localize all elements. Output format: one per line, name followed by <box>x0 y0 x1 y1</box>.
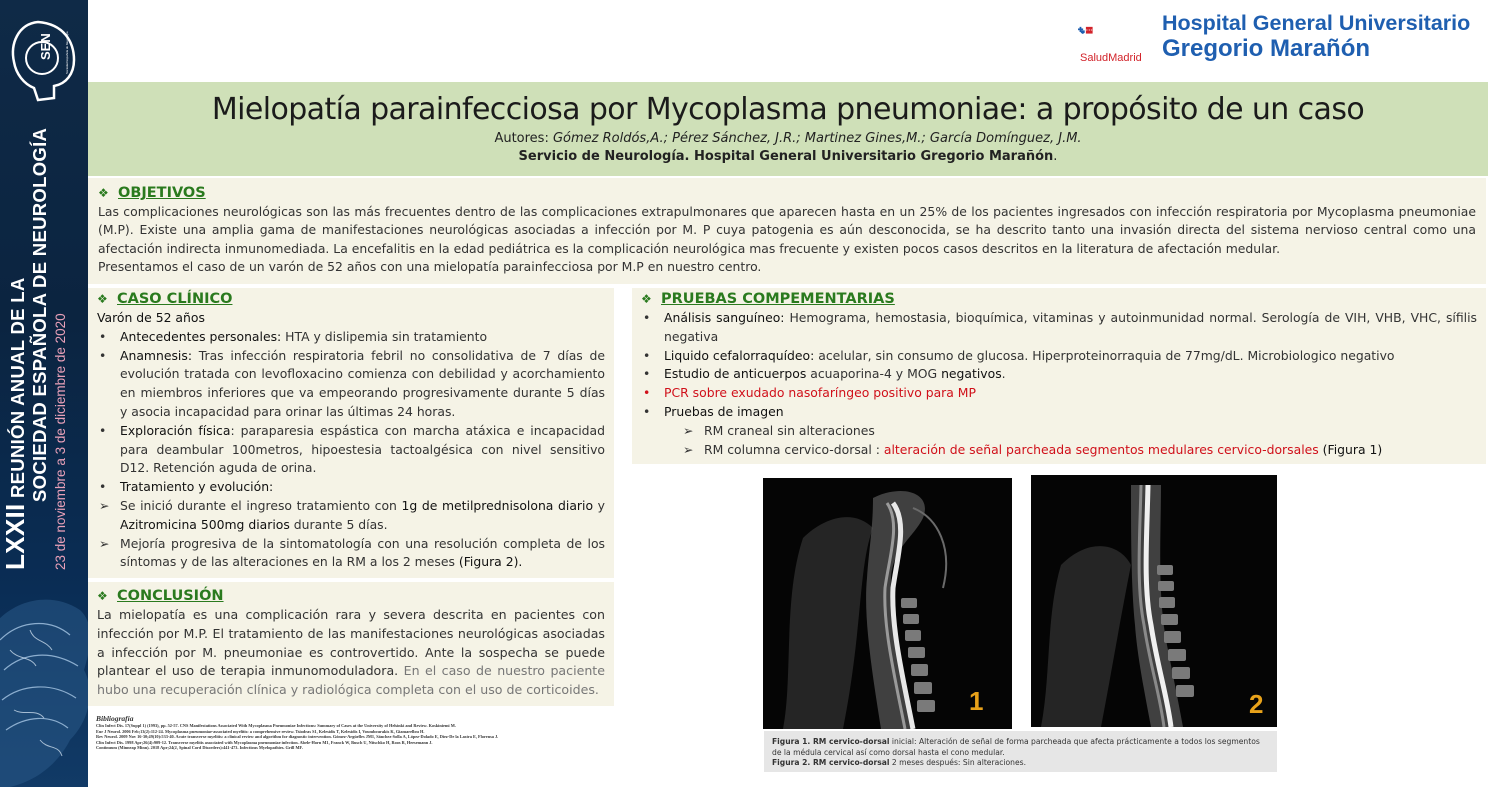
hospital-name <box>1162 10 1470 62</box>
bibliography-ref: Rev Neurol. 2009 Nov 16-30;49(10):533-40. Acute transverse myelitis: a clinical review and algorithm for diagnostic intervention. Gómez-Argüelles JM1, Sánchez-Solla A, López-Dolado E, Díez-De la Lastra E, Florensa J. <box>96 734 499 740</box>
pruebas-heading <box>641 289 1477 309</box>
pruebas-heading-text: PRUEBAS COMPEMENTARIAS <box>661 291 895 307</box>
conclusion-section <box>88 582 614 706</box>
svg-text:✶✶✶: ✶✶✶ <box>1085 28 1093 33</box>
caption-figure-1 <box>772 737 1269 758</box>
t1-text-b: 1g de metilprednisolona diario <box>401 497 594 513</box>
diamond-bullet-icon: ❖ <box>641 292 652 306</box>
caption-2-label: Figura 2. RM cervico-dorsal <box>772 758 890 767</box>
tratamiento-label: Tratamiento y evolución: <box>120 479 274 495</box>
list-item: • PCR sobre exudado nasofaríngeo positivo para MP <box>643 385 976 401</box>
conclusion-text-1: La mielopatía es una complicación rara y severa descrita en pacientes con infección por M.P. El tratamiento de las manifestaciones neurológicas asociadas a infección por M. pneumoniae es controvertido. Ante la sospecha se puede plantear el uso de terapia inmunomoduladora. <box>97 607 605 679</box>
caso-clinico-section <box>88 288 614 578</box>
bibliography-title: Bibliografía <box>96 714 134 723</box>
hospital-name-line1: Hospital General Universitario <box>1162 11 1471 35</box>
service-name: Servicio de Neurología. Hospital General Universitario Gregorio Marañón <box>518 149 1054 164</box>
antecedentes-text: HTA y dislipemia sin tratamiento <box>281 328 488 344</box>
imagen-label: Pruebas de imagen <box>664 403 784 419</box>
figure-1-number: 1 <box>969 686 984 716</box>
antecedentes-label: Antecedentes personales: <box>120 328 282 344</box>
diamond-bullet-icon: ❖ <box>98 186 109 200</box>
congress-title-line1: REUNIÓN ANUAL DE LA <box>7 277 28 499</box>
congress-title-line2: SOCIEDAD ESPAÑOLA DE NEUROLOGÍA <box>29 127 50 502</box>
hospital-logo <box>1078 10 1158 54</box>
analisis-text: Hemograma, hemostasia, bioquímica, vitaminas y autoinmunidad normal. Serología de VIH, VHB, VHC, sífilis negativa <box>664 310 1477 344</box>
mri-image-2 <box>1031 475 1277 727</box>
caption-figure-2 <box>772 758 1269 769</box>
objetivos-paragraph-2: Presentamos el caso de un varón de 52 años con una mielopatía parainfecciosa por M.P en nuestro centro. <box>98 258 762 274</box>
anamnesis-label: Anamnesis: <box>120 347 192 363</box>
caption-1-text: inicial: Alteración de señal de forma parcheada que afecta prácticamente a todos los segmentos de la médula cervical así como dorsal hasta el cono medular. <box>772 737 1260 757</box>
anticuerpos-label: Estudio de anticuerpos <box>664 366 807 382</box>
t1-text-d: Azitromicina 500mg diarios <box>120 516 290 532</box>
list-item: • Análisis sanguíneo: Hemograma, hemostasia, bioquímica, vitaminas y autoinmunidad normal. Serología de VIH, VHB, VHC, sífilis negativa <box>643 310 1477 344</box>
t1-text-a: Se inició durante el ingreso tratamiento con <box>120 497 402 513</box>
list-item: • Pruebas de imagen <box>643 403 784 419</box>
list-item: • Exploración física: paraparesia espástica con marcha atáxica e incapacidad para deambular 100metros, hipoestesia tactoalgésica con nivel sensitivo D12. Retención aguda de orina. <box>99 422 605 476</box>
list-item: ➢ RM columna cervico-dorsal : alteración de señal parcheada segmentos medulares cervico-dorsales (Figura 1) <box>683 441 1383 457</box>
rm2-text-c: (Figura 1) <box>1318 441 1383 457</box>
anticuerpos-dot: . <box>1001 366 1006 382</box>
list-item: • Tratamiento y evolución: <box>99 479 274 495</box>
conclusion-text-2: En el caso de nuestro paciente hubo una recuperación clínica y radiológica completa con el uso de corticoides. <box>97 663 605 698</box>
diamond-bullet-icon: ❖ <box>97 589 108 603</box>
title-band <box>88 82 1488 176</box>
congress-edition: LXXII <box>0 503 30 570</box>
sidebar-banner <box>0 0 88 787</box>
bibliography <box>96 714 616 751</box>
rm2-text-a: RM columna cervico-dorsal : <box>704 441 884 457</box>
hospital-name-line2: Gregorio Marañón <box>1162 35 1371 62</box>
list-item: ➢ Mejoría progresiva de la sintomatología con una resolución completa de los síntomas y de las alteraciones en la RM a los 2 meses (Figura 2). <box>99 535 605 570</box>
list-item: • Antecedentes personales: HTA y dislipemia sin tratamiento <box>99 328 488 344</box>
anamnesis-text: Tras infección respiratoria febril no consolidativa de 7 días de evolución tratada con levofloxacino comienza con debilidad y acorchamiento en miembros inferiores que va empeorando progresivamente durante 5 días y asocia incapacidad para orinar las últimas 24 horas. <box>120 347 605 419</box>
congress-dates: 23 de noviembre a 3 de diciembre de 2020 <box>53 313 68 570</box>
t2-text-b: (Figura 2). <box>458 554 523 570</box>
list-item: ➢ RM craneal sin alteraciones <box>683 422 875 438</box>
anticuerpos-text: acuaporina-4 y MOG <box>806 366 942 382</box>
objetivos-heading-text: OBJETIVOS <box>118 185 206 201</box>
caso-intro: Varón de 52 años <box>97 310 205 325</box>
congress-title <box>0 127 71 570</box>
poster-title: Mielopatía parainfecciosa por Mycoplasma pneumoniae: a propósito de un caso <box>211 92 1365 127</box>
bibliography-ref: Continuum (Minneap Minn). 2018 Apr;24(2, Spinal Cord Disorders):441-473. Infectious Myelopathies. Grill MF. <box>96 745 303 751</box>
service-line <box>88 148 1488 166</box>
t2-text-a: Mejoría progresiva de la sintomatología con una resolución completa de los síntomas y de las alteraciones en la RM a los 2 meses <box>120 535 605 570</box>
bibliography-ref: Eur J Neurol. 2006 Feb;13(2):112-24. Mycoplasma pneumoniae-associated myelitis: a comprehensive review. Tsiodras S1, Kelesidis T, Kelesidis I, Voumbourakis K, Giamarellou H. <box>96 728 425 734</box>
objetivos-heading <box>98 183 1476 203</box>
caso-heading-text: CASO CLÍNICO <box>117 291 233 307</box>
sen-logo-subtext: Sociedad Española de Neurología <box>65 31 69 74</box>
brain-illustration <box>0 590 88 787</box>
conclusion-heading-text: CONCLUSIÓN <box>117 588 224 604</box>
list-item: ➢ Se inició durante el ingreso tratamiento con 1g de metilprednisolona diario y Azitromicina 500mg diarios durante 5 días. <box>99 497 605 532</box>
rm2-text-b: alteración de señal parcheada segmentos medulares cervico-dorsales <box>883 441 1319 457</box>
t1-text-c: y <box>593 497 605 513</box>
bibliography-ref: Clin Infect Dis. 17(Suppl 1) (1993), pp. 52-57. CNS Manifestations Associated With Mycoplasma Pneumoniae Infections: Summary of Cases at the University of Helsinki and Review. Koskiniemi M. <box>96 723 456 728</box>
list-item: • Anamnesis: Tras infección respiratoria febril no consolidativa de 7 días de evolución tratada con levofloxacino comienza con debilidad y acorchamiento en miembros inferiores que va empeorando progresivamente durante 5 días y asocia incapacidad para orinar las últimas 24 horas. <box>99 347 605 419</box>
rm1-text: RM craneal sin alteraciones <box>704 422 875 438</box>
list-item: • Liquido cefalorraquídeo: acelular, sin consumo de glucosa. Hiperproteinorraquia de 77mg/dL. Microbiologico negativo <box>643 347 1395 363</box>
sen-logo <box>8 14 80 104</box>
objetivos-paragraph: Las complicaciones neurológicas son las más frecuentes dentro de las complicaciones extrapulmonares que aparecen hasta en un 25% de los pacientes ingresados con infección respiratoria por Mycoplasma pneumoniae (M.P). Existe una amplia gama de manifestaciones neurológicas asociadas a infección por M. P cuya patogenia es aún desconocida, se ha descrito tanto una invasión directa del sistema nervioso central como una afectación indirecta inmunomediada. La encefalitis en la edad pediátrica es la complicación neurológica mas frecuente y existen pocos casos descritos en la literatura de afectación medular. <box>98 204 1476 256</box>
caption-2-text: 2 meses después: Sin alteraciones. <box>889 758 1027 767</box>
mri-figure-2 <box>1031 475 1277 727</box>
list-item: • Estudio de anticuerpos acuaporina-4 y MOG negativos. <box>643 366 1006 382</box>
conclusion-heading <box>97 586 605 606</box>
salud-madrid-label: SaludMadrid <box>1080 52 1142 64</box>
conclusion-paragraph <box>97 606 605 700</box>
bibliography-ref: Clin Infect Dis. 1998 Apr;26(4):909-12. Transverse myelitis associated with Mycoplasma pneumoniae infection. Abele-Horn M1, Franck W, Busch U, Nitschko H, Roos R, Heesemann J. <box>96 739 433 745</box>
diamond-bullet-icon: ❖ <box>97 292 108 306</box>
t1-text-e: durante 5 días. <box>289 516 388 532</box>
analisis-label: Análisis sanguíneo: <box>664 310 785 325</box>
lcr-text: acelular, sin consumo de glucosa. Hiperproteinorraquia de 77mg/dL. Microbiologico negativo <box>814 347 1395 363</box>
anticuerpos-result: negativos <box>941 366 1002 382</box>
mri-figure-1 <box>763 478 1012 729</box>
caso-heading <box>97 289 605 309</box>
authors-names: Gómez Roldós,A.; Pérez Sánchez, J.R.; Martinez Gines,M.; García Domínguez, J.M. <box>552 131 1082 146</box>
authors-line <box>88 130 1488 148</box>
caption-1-label: Figura 1. RM cervico-dorsal <box>772 737 890 746</box>
figure-caption <box>764 731 1277 772</box>
sen-logo-text: SEN <box>38 33 53 60</box>
exploracion-label: Exploración física <box>120 422 231 438</box>
pcr-text: PCR sobre exudado nasofaríngeo positivo para MP <box>664 385 976 401</box>
pruebas-section <box>632 288 1486 464</box>
lcr-label: Liquido cefalorraquídeo: <box>664 347 815 363</box>
exploracion-text: : paraparesia espástica con marcha atáxica e incapacidad para deambular 100metros, hipoestesia tactoalgésica con nivel sensitivo D12. Retención aguda de orina. <box>120 422 605 476</box>
service-end: . <box>1053 149 1058 164</box>
authors-label: Autores: <box>494 131 553 146</box>
objetivos-section <box>88 178 1486 284</box>
figure-2-number: 2 <box>1249 689 1264 719</box>
